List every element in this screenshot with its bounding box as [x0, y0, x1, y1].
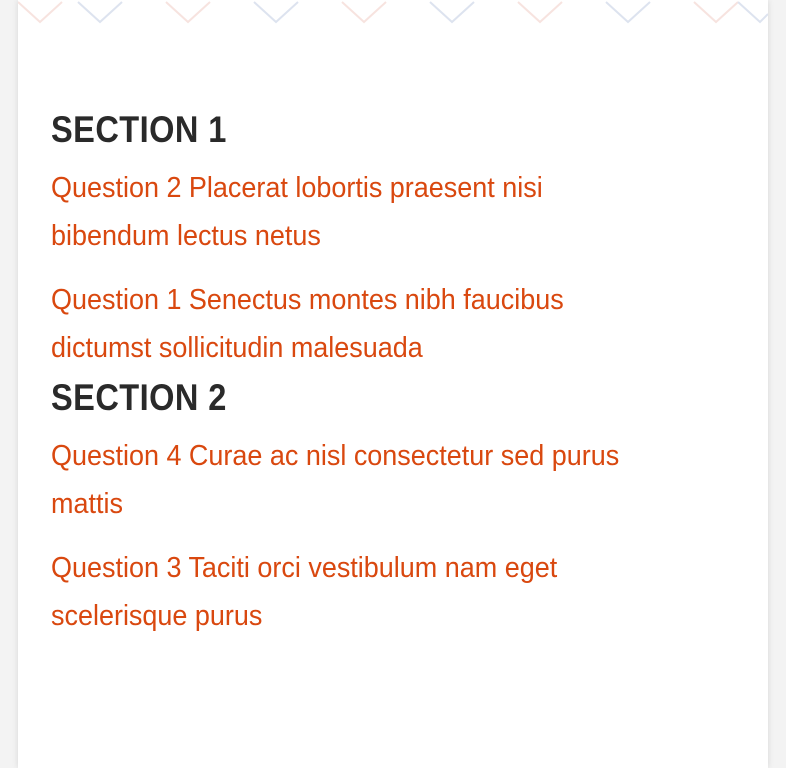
faq-card [18, 0, 768, 768]
section-2-title: SECTION 2 [51, 377, 227, 418]
list-item [51, 164, 711, 260]
faq-section-1 [51, 108, 711, 372]
decorative-zigzag-border [18, 0, 768, 24]
list-item [51, 276, 711, 372]
section-1-title: SECTION 1 [51, 109, 227, 150]
section-1-question-list [51, 164, 711, 372]
section-2-question-list [51, 432, 711, 640]
list-item [51, 432, 711, 528]
question-2-link[interactable]: Question 2 Placerat lobortis praesent nisi bibendum lectus netus [51, 172, 543, 252]
faq-section-2 [51, 376, 711, 640]
faq-content [51, 108, 711, 656]
question-4-link[interactable]: Question 4 Curae ac nisl consectetur sed purus mattis [51, 440, 620, 520]
list-item [51, 544, 711, 640]
question-3-link[interactable]: Question 3 Taciti orci vestibulum nam eget scelerisque purus [51, 552, 558, 632]
question-1-link[interactable]: Question 1 Senectus montes nibh faucibus dictumst sollicitudin malesuada [51, 284, 564, 364]
